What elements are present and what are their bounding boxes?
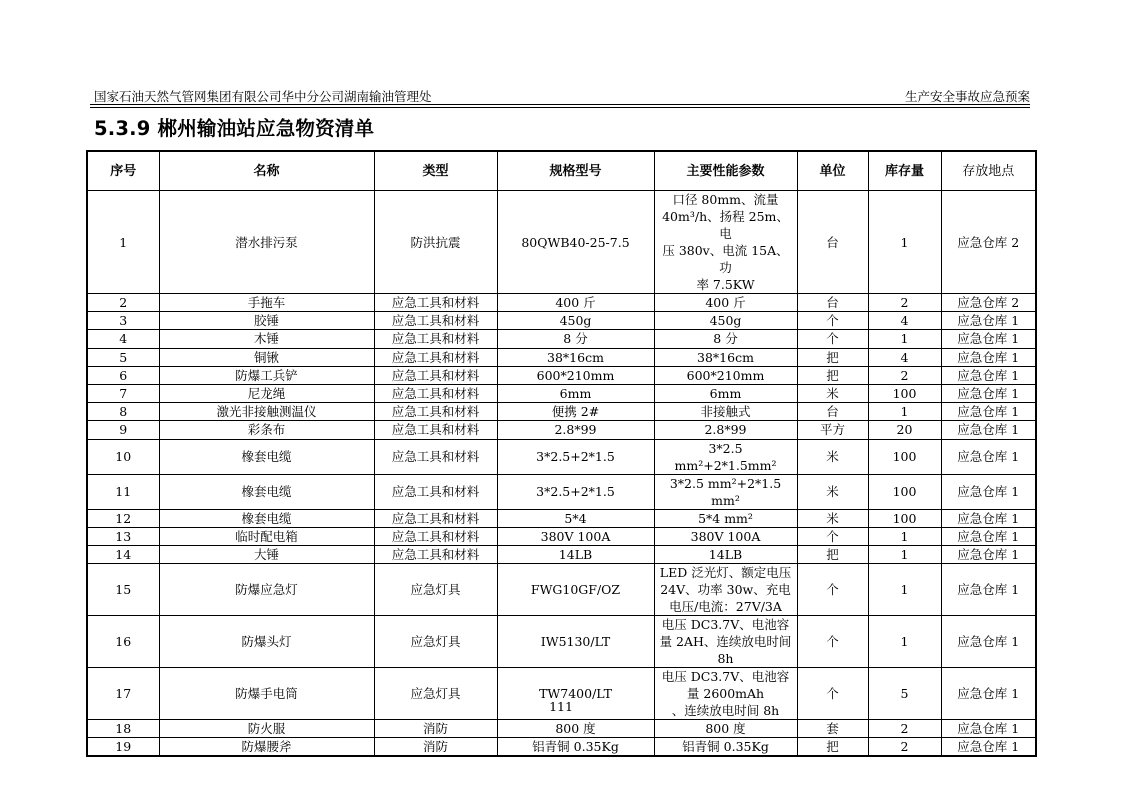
table-row	[87, 403, 1036, 421]
cell-unit: 把	[797, 738, 868, 757]
cell-no: 15	[87, 564, 159, 616]
cell-qty: 2	[868, 720, 941, 738]
cell-params	[654, 509, 797, 527]
cell-params	[654, 421, 797, 439]
cell-qty: 1	[868, 330, 941, 348]
cell-no: 7	[87, 384, 159, 402]
cell-unit: 个	[797, 616, 868, 668]
table-row	[87, 527, 1036, 545]
cell-qty: 1	[868, 403, 941, 421]
cell-unit: 把	[797, 366, 868, 384]
cell-qty: 1	[868, 527, 941, 545]
cell-qty: 100	[868, 384, 941, 402]
cell-type: 应急工具和材料	[374, 330, 497, 348]
cell-location: 应急仓库 1	[941, 509, 1036, 527]
cell-model: 800 度	[497, 720, 654, 738]
cell-unit: 个	[797, 564, 868, 616]
param-line: 400 斤	[705, 295, 746, 311]
table-row	[87, 738, 1036, 757]
cell-params	[654, 545, 797, 563]
cell-no: 12	[87, 509, 159, 527]
emergency-supplies-table	[86, 150, 1037, 757]
cell-location: 应急仓库 1	[941, 527, 1036, 545]
cell-qty: 1	[868, 191, 941, 294]
param-line: 量 2AH、连续放电时间	[659, 634, 792, 650]
param-line: 电压 DC3.7V、电池容	[661, 669, 790, 685]
cell-type: 应急工具和材料	[374, 527, 497, 545]
cell-location: 应急仓库 1	[941, 668, 1036, 720]
cell-no: 10	[87, 439, 159, 474]
cell-unit: 米	[797, 384, 868, 402]
table-row	[87, 509, 1036, 527]
cell-name: 防爆工兵铲	[159, 366, 374, 384]
cell-type: 消防	[374, 738, 497, 757]
cell-location: 应急仓库 2	[941, 191, 1036, 294]
param-line: 40m³/h、扬程 25m、电	[662, 209, 789, 241]
cell-qty: 1	[868, 616, 941, 668]
param-line: 电压 DC3.7V、电池容	[661, 617, 790, 633]
cell-name: 彩条布	[159, 421, 374, 439]
cell-model: 3*2.5+2*1.5	[497, 439, 654, 474]
col-header-model: 规格型号	[497, 151, 654, 191]
param-line: 38*16cm	[697, 349, 754, 365]
cell-type: 应急工具和材料	[374, 403, 497, 421]
cell-name: 防爆头灯	[159, 616, 374, 668]
table-row	[87, 564, 1036, 616]
cell-unit: 把	[797, 545, 868, 563]
cell-name: 木锤	[159, 330, 374, 348]
cell-qty: 100	[868, 509, 941, 527]
param-line: 2.8*99	[704, 422, 747, 438]
cell-type: 防洪抗震	[374, 191, 497, 294]
cell-params	[654, 439, 797, 474]
cell-type: 应急工具和材料	[374, 474, 497, 509]
cell-unit: 台	[797, 403, 868, 421]
cell-model: 2.8*99	[497, 421, 654, 439]
cell-type: 应急灯具	[374, 668, 497, 720]
cell-params	[654, 384, 797, 402]
cell-no: 11	[87, 474, 159, 509]
cell-location: 应急仓库 1	[941, 616, 1036, 668]
col-header-name: 名称	[159, 151, 374, 191]
table-header-row	[87, 151, 1036, 191]
cell-qty: 4	[868, 348, 941, 366]
cell-location: 应急仓库 1	[941, 421, 1036, 439]
cell-location: 应急仓库 1	[941, 312, 1036, 330]
cell-location: 应急仓库 1	[941, 439, 1036, 474]
cell-params	[654, 191, 797, 294]
cell-location: 应急仓库 1	[941, 564, 1036, 616]
cell-model: 5*4	[497, 509, 654, 527]
cell-name: 防爆腰斧	[159, 738, 374, 757]
cell-model: 3*2.5+2*1.5	[497, 474, 654, 509]
cell-unit: 个	[797, 668, 868, 720]
cell-location: 应急仓库 1	[941, 403, 1036, 421]
cell-name: 防爆应急灯	[159, 564, 374, 616]
table-row	[87, 720, 1036, 738]
section-title: 5.3.9 郴州输油站应急物资清单	[94, 117, 375, 140]
cell-location: 应急仓库 1	[941, 720, 1036, 738]
table-row	[87, 312, 1036, 330]
cell-name: 橡套电缆	[159, 474, 374, 509]
cell-name: 橡套电缆	[159, 509, 374, 527]
cell-model: 铝青铜 0.35Kg	[497, 738, 654, 757]
param-line: 口径 80mm、流量	[672, 192, 779, 207]
cell-unit: 个	[797, 312, 868, 330]
cell-model: IW5130/LT	[497, 616, 654, 668]
cell-params	[654, 616, 797, 668]
col-header-qty: 库存量	[868, 151, 941, 191]
table-row	[87, 348, 1036, 366]
cell-model: 450g	[497, 312, 654, 330]
cell-type: 消防	[374, 720, 497, 738]
cell-qty: 2	[868, 294, 941, 312]
cell-no: 2	[87, 294, 159, 312]
cell-unit: 米	[797, 509, 868, 527]
cell-qty: 2	[868, 738, 941, 757]
cell-no: 17	[87, 668, 159, 720]
col-header-type: 类型	[374, 151, 497, 191]
cell-unit: 套	[797, 720, 868, 738]
cell-model: 80QWB40-25-7.5	[497, 191, 654, 294]
cell-no: 13	[87, 527, 159, 545]
cell-model: 38*16cm	[497, 348, 654, 366]
cell-no: 6	[87, 366, 159, 384]
page-number: 111	[549, 699, 573, 714]
param-line: 压 380v、电流 15A、功	[662, 243, 789, 275]
param-line: 3*2.5 mm²+2*1.5 mm²	[669, 475, 782, 508]
cell-location: 应急仓库 1	[941, 384, 1036, 402]
param-line: 8 分	[713, 331, 738, 347]
cell-qty: 2	[868, 366, 941, 384]
cell-type: 应急工具和材料	[374, 545, 497, 563]
cell-unit: 台	[797, 294, 868, 312]
cell-params	[654, 564, 797, 616]
param-line: LED 泛光灯、额定电压	[659, 565, 792, 581]
cell-model: 14LB	[497, 545, 654, 563]
cell-name: 铜锹	[159, 348, 374, 366]
cell-name: 防爆手电筒	[159, 668, 374, 720]
cell-qty: 1	[868, 564, 941, 616]
param-line: 、连续放电时间 8h	[671, 703, 780, 719]
cell-params	[654, 403, 797, 421]
cell-type: 应急工具和材料	[374, 366, 497, 384]
cell-location: 应急仓库 1	[941, 545, 1036, 563]
param-line: 8h	[717, 651, 734, 667]
cell-qty: 20	[868, 421, 941, 439]
cell-type: 应急工具和材料	[374, 348, 497, 366]
cell-location: 应急仓库 1	[941, 738, 1036, 757]
col-header-no: 序号	[87, 151, 159, 191]
param-line: 6mm	[709, 386, 742, 402]
col-header-unit: 单位	[797, 151, 868, 191]
cell-qty: 100	[868, 439, 941, 474]
header-organization: 国家石油天然气管网集团有限公司华中分公司湖南输油管理处	[94, 89, 432, 104]
cell-type: 应急工具和材料	[374, 312, 497, 330]
cell-no: 5	[87, 348, 159, 366]
cell-model: TW7400/LT	[497, 668, 654, 720]
cell-no: 19	[87, 738, 159, 757]
cell-type: 应急工具和材料	[374, 421, 497, 439]
cell-unit: 米	[797, 474, 868, 509]
cell-name: 尼龙绳	[159, 384, 374, 402]
cell-unit: 个	[797, 330, 868, 348]
cell-type: 应急工具和材料	[374, 509, 497, 527]
cell-params	[654, 330, 797, 348]
cell-qty: 4	[868, 312, 941, 330]
cell-type: 应急工具和材料	[374, 294, 497, 312]
cell-location: 应急仓库 1	[941, 474, 1036, 509]
col-header-location: 存放地点	[941, 151, 1036, 191]
header-rule-thin	[90, 107, 1030, 108]
cell-location: 应急仓库 1	[941, 366, 1036, 384]
param-line: 量 2600mAh	[686, 686, 765, 702]
param-line: 380V 100A	[690, 528, 761, 544]
cell-params	[654, 738, 797, 757]
table-row	[87, 545, 1036, 563]
cell-type: 应急工具和材料	[374, 384, 497, 402]
cell-unit: 把	[797, 348, 868, 366]
cell-qty: 1	[868, 545, 941, 563]
table-body	[87, 191, 1036, 757]
param-line: 率 7.5KW	[696, 277, 755, 292]
param-line: 14LB	[708, 546, 743, 562]
cell-unit: 个	[797, 527, 868, 545]
col-header-params: 主要性能参数	[654, 151, 797, 191]
cell-name: 大锤	[159, 545, 374, 563]
cell-no: 8	[87, 403, 159, 421]
cell-type: 应急灯具	[374, 616, 497, 668]
cell-no: 18	[87, 720, 159, 738]
param-line: 5*4 mm²	[698, 510, 753, 526]
param-line: 600*210mm	[686, 367, 765, 383]
cell-location: 应急仓库 2	[941, 294, 1036, 312]
table-row	[87, 191, 1036, 294]
cell-no: 14	[87, 545, 159, 563]
cell-params	[654, 312, 797, 330]
cell-model: 便携 2#	[497, 403, 654, 421]
param-line: 800 度	[705, 721, 746, 737]
cell-unit: 台	[797, 191, 868, 294]
table-row	[87, 421, 1036, 439]
cell-qty: 5	[868, 668, 941, 720]
cell-params	[654, 366, 797, 384]
cell-name: 手拖车	[159, 294, 374, 312]
header-document-title: 生产安全事故应急预案	[904, 89, 1030, 104]
cell-no: 1	[87, 191, 159, 294]
table-row	[87, 294, 1036, 312]
cell-model: 380V 100A	[497, 527, 654, 545]
param-line: 非接触式	[700, 404, 751, 420]
cell-location: 应急仓库 1	[941, 348, 1036, 366]
cell-name: 临时配电箱	[159, 527, 374, 545]
table-row	[87, 439, 1036, 474]
cell-params	[654, 720, 797, 738]
cell-name: 潜水排污泵	[159, 191, 374, 294]
cell-params	[654, 527, 797, 545]
cell-model: 600*210mm	[497, 366, 654, 384]
cell-unit: 平方	[797, 421, 868, 439]
cell-name: 胶锤	[159, 312, 374, 330]
cell-no: 3	[87, 312, 159, 330]
table-row	[87, 384, 1036, 402]
cell-type: 应急灯具	[374, 564, 497, 616]
cell-name: 防火服	[159, 720, 374, 738]
cell-name: 橡套电缆	[159, 439, 374, 474]
param-line: 24V、功率 30w、充电	[660, 582, 791, 598]
table-row	[87, 330, 1036, 348]
cell-no: 4	[87, 330, 159, 348]
cell-name: 激光非接触测温仪	[159, 403, 374, 421]
cell-location: 应急仓库 1	[941, 330, 1036, 348]
cell-model: 8 分	[497, 330, 654, 348]
cell-qty: 100	[868, 474, 941, 509]
cell-params	[654, 294, 797, 312]
cell-unit: 米	[797, 439, 868, 474]
table-row	[87, 616, 1036, 668]
header-rule	[90, 104, 1030, 105]
cell-model: FWG10GF/OZ	[497, 564, 654, 616]
cell-params	[654, 348, 797, 366]
cell-model: 6mm	[497, 384, 654, 402]
param-line: 电压/电流：27V/3A	[669, 599, 782, 615]
cell-model: 400 斤	[497, 294, 654, 312]
cell-params	[654, 474, 797, 509]
param-line: 铝青铜 0.35Kg	[682, 739, 769, 755]
cell-type: 应急工具和材料	[374, 439, 497, 474]
param-line: 3*2.5 mm²+2*1.5mm²	[674, 440, 777, 473]
table-row	[87, 474, 1036, 509]
param-line: 450g	[709, 313, 742, 329]
cell-no: 9	[87, 421, 159, 439]
table-row	[87, 366, 1036, 384]
cell-no: 16	[87, 616, 159, 668]
